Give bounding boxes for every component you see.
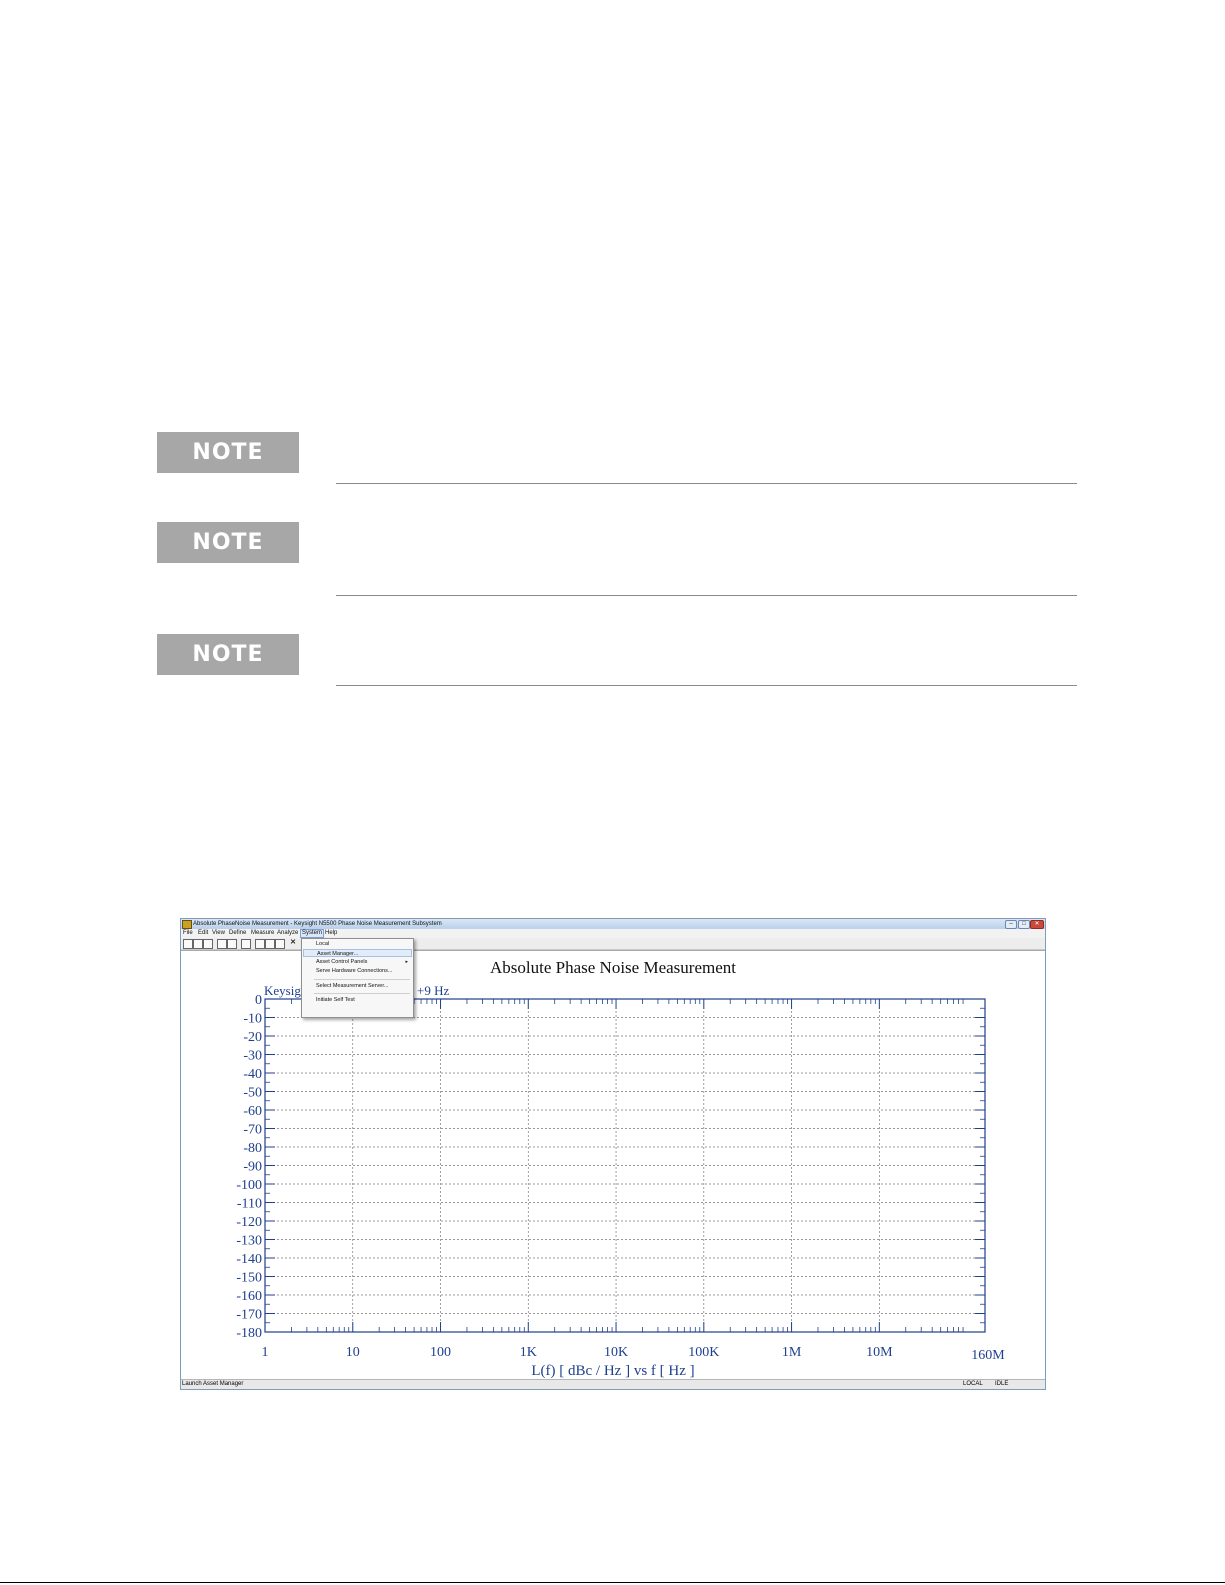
y-tick-label: -40 <box>243 1067 262 1082</box>
note-divider <box>336 685 1077 686</box>
tick-labels <box>236 993 893 1360</box>
chart-subtitle-left: Keysig <box>264 983 301 998</box>
window-title: Absolute PhaseNoise Measurement - Keysight N5500 Phase Noise Measurement Subsystem <box>193 921 442 927</box>
note-divider <box>336 483 1077 484</box>
system-menu-dropdown <box>301 938 414 1018</box>
status-bar <box>181 1379 1045 1389</box>
status-state: IDLE <box>995 1381 1009 1387</box>
note-divider <box>336 595 1077 596</box>
new-icon[interactable] <box>183 939 193 949</box>
menu-system[interactable]: System <box>302 930 323 936</box>
x-tick-label: 10M <box>866 1345 893 1360</box>
app-icon <box>182 920 192 929</box>
y-tick-label: -80 <box>243 1141 262 1156</box>
title-bar <box>181 919 1045 929</box>
x-tick-label: 1K <box>519 1345 537 1360</box>
menu-separator <box>314 979 410 980</box>
status-message: Launch Asset Manager <box>182 1381 244 1387</box>
copy-graph-icon[interactable] <box>265 939 275 949</box>
grid <box>265 999 985 1332</box>
y-tick-label: -170 <box>236 1307 262 1323</box>
open-icon[interactable] <box>193 939 203 949</box>
menu-item-asset-manager[interactable]: Asset Manager... <box>303 949 412 957</box>
y-tick-label: -130 <box>236 1233 262 1249</box>
note-badge: NOTE <box>157 432 299 473</box>
x-tick-label: 10K <box>603 1345 629 1360</box>
menu-item-label: Asset Control Panels <box>316 959 368 965</box>
menu-item-initiate-self-test[interactable]: Initiate Self Test <box>316 997 355 1003</box>
menu-edit[interactable]: Edit <box>198 930 209 936</box>
menu-file[interactable]: File <box>183 930 193 936</box>
print-icon[interactable] <box>217 939 227 949</box>
y-tick-label: -120 <box>236 1215 262 1230</box>
status-mode: LOCAL <box>963 1381 983 1387</box>
close-icon[interactable]: ✕ <box>290 939 296 946</box>
menu-bar <box>181 929 1045 938</box>
paste-icon[interactable] <box>275 939 285 949</box>
pen-icon[interactable] <box>241 939 251 949</box>
menu-view[interactable]: View <box>212 930 225 936</box>
x-tick-label: 1 <box>261 1345 269 1360</box>
print-preview-icon[interactable] <box>227 939 237 949</box>
x-tick-label: 100K <box>688 1345 720 1360</box>
menu-measure[interactable]: Measure <box>251 930 275 936</box>
y-tick-label: -90 <box>243 1159 262 1175</box>
menu-define[interactable]: Define <box>229 930 247 936</box>
x-tick-label: 100 <box>430 1345 452 1360</box>
y-tick-label: -110 <box>236 1196 262 1212</box>
note-badge: NOTE <box>157 634 299 675</box>
menu-separator <box>314 993 410 994</box>
menu-item-asset-control-panels[interactable] <box>303 958 412 966</box>
chart-subtitle-right: +9 Hz <box>417 983 450 998</box>
note-badge: NOTE <box>157 522 299 563</box>
maximize-button[interactable]: □ <box>1018 920 1030 929</box>
y-tick-label: -30 <box>243 1048 262 1064</box>
x-end-tick-label: 160M <box>971 1348 1005 1363</box>
menu-item-serve-hardware-connections[interactable]: Serve Hardware Connections... <box>316 968 393 974</box>
y-tick-label: -50 <box>243 1085 262 1101</box>
y-tick-label: -20 <box>243 1030 262 1045</box>
x-axis-label: L(f) [ dBc / Hz ] vs f [ Hz ] <box>531 1363 695 1379</box>
page-bottom-rule <box>0 1582 1225 1583</box>
y-tick-label: 0 <box>255 993 262 1008</box>
y-tick-label: -100 <box>236 1178 262 1193</box>
menu-analyze[interactable]: Analyze <box>277 930 299 936</box>
y-tick-label: -140 <box>236 1252 262 1267</box>
minimize-button[interactable]: – <box>1005 920 1017 929</box>
x-tick-label: 1M <box>781 1345 802 1360</box>
y-tick-label: -180 <box>236 1326 262 1341</box>
app-window <box>180 918 1046 1390</box>
chart-title: Absolute Phase Noise Measurement <box>490 958 736 977</box>
y-tick-label: -160 <box>236 1289 262 1304</box>
save-icon[interactable] <box>203 939 213 949</box>
y-tick-label: -150 <box>236 1270 262 1286</box>
menu-item-local[interactable]: Local <box>316 941 330 947</box>
submenu-arrow-icon: ▸ <box>405 959 408 965</box>
menu-item-select-measurement-server[interactable]: Select Measurement Server... <box>316 983 389 989</box>
y-tick-label: -10 <box>243 1011 262 1027</box>
x-tick-label: 10 <box>345 1345 360 1360</box>
menu-help[interactable]: Help <box>325 930 338 936</box>
y-tick-label: -70 <box>243 1122 262 1138</box>
close-button[interactable]: ✕ <box>1030 920 1044 929</box>
graph-icon[interactable] <box>255 939 265 949</box>
y-tick-label: -60 <box>243 1104 262 1119</box>
